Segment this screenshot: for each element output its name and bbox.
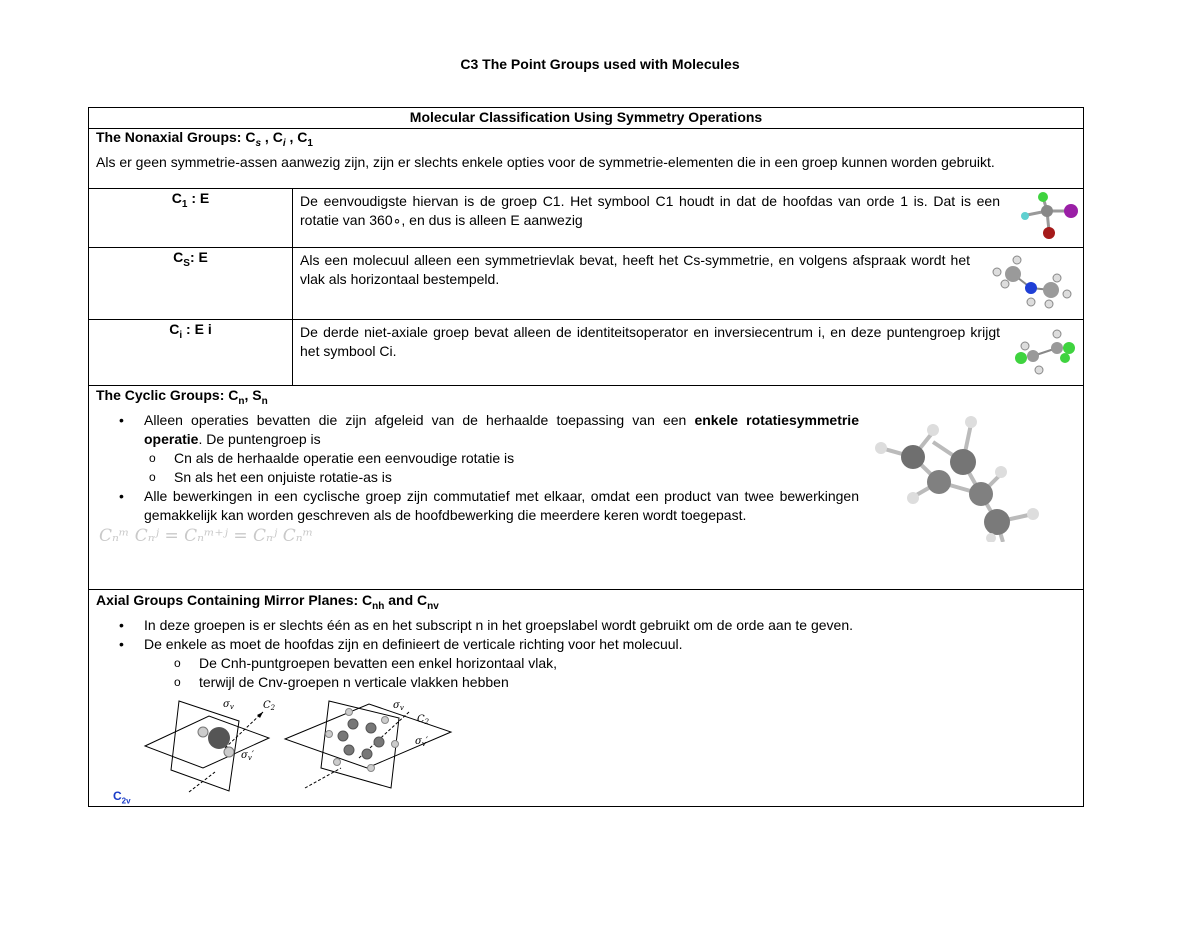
axial-bullets [89,616,1083,654]
table-header: Molecular Classification Using Symmetry Operations [89,108,1083,129]
nonaxial-section [89,128,1083,172]
row-label-c1: $C_1$ : E [89,189,293,247]
commutation-formula: Cₙᵐ Cₙʲ = Cₙᵐ⁺ʲ = Cₙʲ Cₙᵐ [99,525,314,546]
list-item: • De enkele as moet de hoofdas zijn en definieert de verticale richting voor het molecuul. [144,635,1083,654]
c2v-label: $C_{2v}$ [113,789,131,806]
ci-molecule-image [1013,324,1077,380]
cyclic-bullets [89,411,859,525]
c2-label-2: $C_2$ [417,714,430,726]
nonaxial-intro: Als er geen symmetrie-assen aanwezig zijn, zijn er slechts enkele opties voor de symmetrie-elementen die in een groep kunnen worden gebruikt. [96,153,995,170]
row-text-c1: De eenvoudigste hiervan is de groep C1. Het symbool C1 houdt in dat de hoofdas van orde 1 is. Dat is een rotatie van 360∘, en dus is alleen E aanwezig [300,193,1000,228]
list-item: • In deze groepen is er slechts één as en het subscript n in het groepslabel wordt gebruikt om de orde aan te geven. [144,616,1083,635]
row-label-cs: $C_S$: E [89,248,293,319]
list-item: o De Cnh-puntgroepen bevatten een enkel horizontaal vlak, [199,654,1083,673]
table-row [89,319,1083,385]
c2-label: $C_2$ [263,700,276,712]
cyclic-title: The Cyclic Groups: $C_n$, $S_n$ [96,387,268,407]
table-row [89,188,1083,247]
axial-sub-list [89,654,1083,692]
cyclic-molecule-image [873,412,1063,542]
list-item: o Sn als het een onjuiste rotatie-as is [174,468,859,487]
sigma-v-label-2: $\sigma_v$ [393,700,404,712]
row-label-ci: $C_i$ : E i [89,320,293,385]
sigma-v-prime-label: $\sigma_v'$ [241,750,255,762]
page-title: C3 The Point Groups used with Molecules [460,56,740,72]
c2v-planes-figure [109,696,459,808]
row-text-ci: De derde niet-axiale groep bevat alleen de identiteitsoperator en inversiecentrum i, en deze puntengroep krijgt het symbool Ci. [300,324,1000,359]
section-divider [89,589,1083,590]
cs-molecule-image [987,250,1073,312]
table-row [89,247,1083,319]
list-item: • Alleen operaties bevatten die zijn afgeleid van de herhaalde toepassing van een enkele rotatiesymmetrie operatie. De puntengroep is o Cn als de herhaalde operatie een eenvoudige rotatie is o Sn als het een onjuiste rotatie-as is [144,411,859,487]
row-text-cs: Als een molecuul alleen een symmetrievlak bevat, heeft het Cs-symmetrie, en volgens afspraak wordt het vlak als horizontaal bestempeld. [300,252,970,287]
nonaxial-title: The Nonaxial Groups: $C_s$ , $C_i$ , $C_1$ [96,129,313,149]
sigma-v-label: $\sigma_v$ [223,699,234,711]
symmetry-table [88,107,1084,807]
list-item: o terwijl de Cnv-groepen n verticale vlakken hebben [199,673,1083,692]
cyclic-section [89,386,1083,547]
axial-section [89,591,1083,806]
axial-title: Axial Groups Containing Mirror Planes: $C_{nh}$ and $C_{nv}$ [96,592,439,612]
cyclic-sub-list [144,449,859,487]
c1-molecule-image [1013,191,1081,245]
sigma-v-prime-label-2: $\sigma_v'$ [415,736,429,748]
list-item: o Cn als de herhaalde operatie een eenvoudige rotatie is [174,449,859,468]
list-item: • Alle bewerkingen in een cyclische groep zijn commutatief met elkaar, omdat een product van twee bewerkingen gemakkelijk kan worden geschreven als de hoofdbewerking die meerdere keren wordt toegepast. [144,487,859,525]
